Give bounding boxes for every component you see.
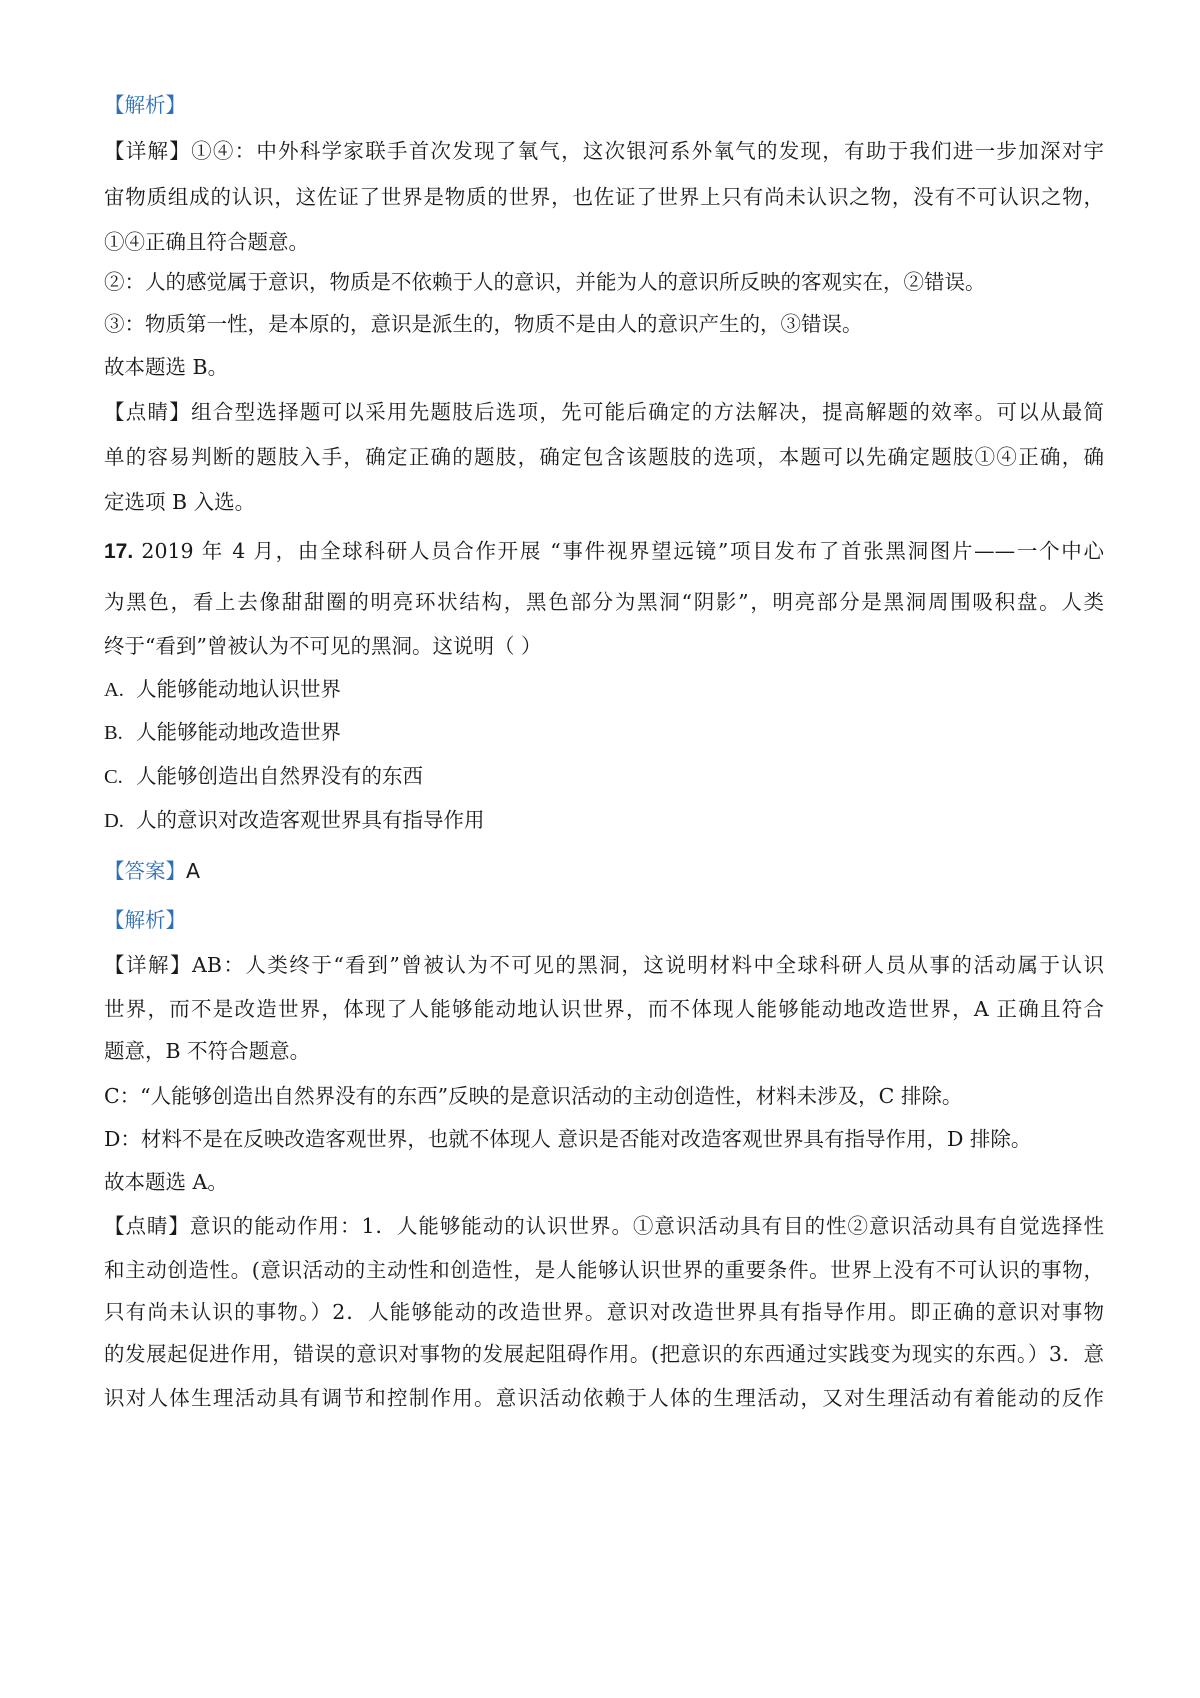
tip-line: 的发展起促进作用，错误的意识对事物的发展起阻碍作用。(把意识的东西通过实践变为现实的东西。）3．意 — [104, 1342, 1104, 1366]
detail-line: 题意，B 不符合题意。 — [104, 1039, 311, 1063]
option-letter: C. — [104, 766, 123, 788]
tip-line: 定选项 B 入选。 — [104, 490, 256, 514]
option-letter: A. — [104, 679, 124, 701]
question-number: 17. — [104, 540, 134, 563]
option-letter: B. — [104, 722, 123, 744]
tip-line: 【点睛】组合型选择题可以采用先题肢后选项，先可能后确定的方法解决，提高解题的效率。可以从最简 — [104, 400, 1104, 424]
detail-line: 宙物质组成的认识，这佐证了世界是物质的世界，也佐证了世界上只有尚未认识之物，没有不可认识之物， — [104, 185, 1104, 209]
question-stem-line: 终于“看到”曾被认为不可见的黑洞。这说明（ ） — [104, 634, 542, 658]
answer-row — [104, 857, 1104, 885]
question-stem-line: 为黑色，看上去像甜甜圈的明亮环状结构，黑色部分为黑洞“阴影”，明亮部分是黑洞周围吸积盘。人类 — [104, 590, 1104, 614]
tip-line: 只有尚未认识的事物。）2．人能够能动的改造世界。意识对改造世界具有指导作用。即正确的意识对事物 — [104, 1300, 1104, 1324]
answer-label: 【答案】 — [104, 859, 186, 883]
detail-line: 【详解】①④：中外科学家联手首次发现了氧气，这次银河系外氧气的发现，有助于我们进一步加深对宇 — [104, 139, 1104, 163]
analysis-heading: 【解析】 — [104, 93, 186, 117]
detail-line: ③：物质第一性，是本原的，意识是派生的，物质不是由人的意识产生的，③错误。 — [104, 312, 863, 336]
option-text: 人能够创造出自然界没有的东西 — [136, 764, 423, 788]
question-stem-line: 2019 年 4 月，由全球科研人员合作开展 “事件视界望远镜”项目发布了首张黑洞图片——一个中心 — [141, 539, 1104, 563]
tip-line: 和主动创造性。(意识活动的主动性和创造性，是人能够认识世界的重要条件。世界上没有不可认识的事物， — [104, 1258, 1104, 1282]
option-text: 人能够能动地认识世界 — [136, 677, 341, 701]
option-text: 人能够能动地改造世界 — [136, 720, 341, 744]
detail-line: 故本题选 B。 — [104, 355, 229, 379]
detail-line: ①④正确且符合题意。 — [104, 230, 309, 254]
tip-line: 【点睛】意识的能动作用：1．人能够能动的认识世界。①意识活动具有目的性②意识活动具有自觉选择性 — [104, 1214, 1104, 1238]
detail-line: 世界，而不是改造世界，体现了人能够能动地认识世界，而不体现人能够能动地改造世界，A 正确且符合 — [104, 997, 1104, 1021]
option-a — [104, 675, 1104, 704]
question-stem — [104, 537, 1104, 566]
option-c — [104, 762, 1104, 791]
detail-line: ②：人的感觉属于意识，物质是不依赖于人的意识，并能为人的意识所反映的客观实在，②错误。 — [104, 270, 986, 294]
detail-line: C：“人能够创造出自然界没有的东西”反映的是意识活动的主动创造性，材料未涉及，C 排除。 — [104, 1084, 963, 1108]
detail-line: D：材料不是在反映改造客观世界，也就不体现人 意识是否能对改造客观世界具有指导作用，D 排除。 — [104, 1127, 1032, 1151]
tip-line: 单的容易判断的题肢入手，确定正确的题肢，确定包含该题肢的选项，本题可以先确定题肢①④正确，确 — [104, 445, 1104, 469]
analysis-heading: 【解析】 — [104, 908, 186, 932]
option-letter: D. — [104, 810, 124, 832]
detail-line: 故本题选 A。 — [104, 1170, 228, 1194]
option-d — [104, 806, 1104, 835]
option-b — [104, 718, 1104, 747]
detail-line: 【详解】AB：人类终于“看到”曾被认为不可见的黑洞，这说明材料中全球科研人员从事的活动属于认识 — [104, 953, 1104, 977]
option-text: 人的意识对改造客观世界具有指导作用 — [136, 808, 485, 832]
tip-line: 识对人体生理活动具有调节和控制作用。意识活动依赖于人体的生理活动，又对生理活动有着能动的反作 — [104, 1386, 1104, 1410]
answer-value: A — [186, 859, 201, 883]
